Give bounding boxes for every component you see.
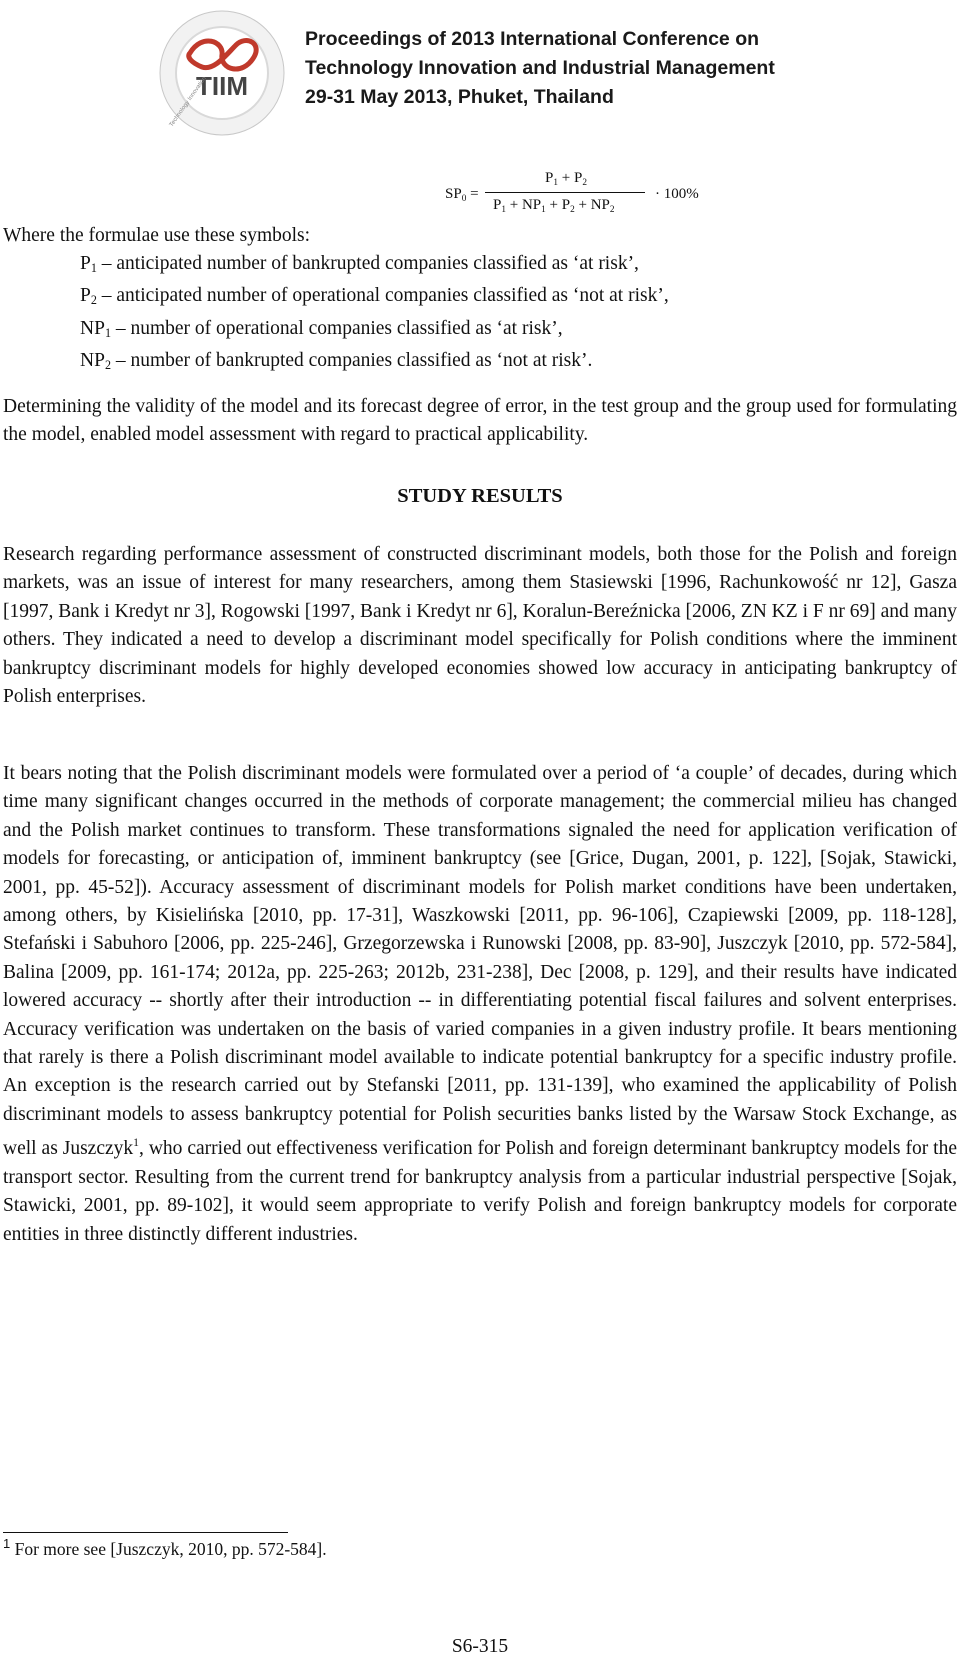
svg-text:Technology Innovation: Technology Innovation bbox=[168, 75, 208, 129]
fraction-bar bbox=[485, 192, 645, 193]
footnote-text: For more see [Juszczyk, 2010, pp. 572-584]. bbox=[10, 1539, 327, 1559]
symbol-item: $P_2$ – anticipated number of operational companies classified as ‘not at risk’, bbox=[80, 285, 669, 308]
conference-title-line-1: Proceedings of 2013 International Conference on bbox=[305, 28, 760, 50]
tiim-logo bbox=[150, 5, 295, 140]
conference-title-line-3: 29-31 May 2013, Phuket, Thailand bbox=[305, 86, 614, 108]
formula-numerator: $P_1 + P_2$ bbox=[545, 170, 587, 188]
formula-multiplier: · 100% bbox=[655, 186, 699, 202]
sp-formula bbox=[445, 168, 745, 223]
symbol-item: $NP_1$ – number of operational companies classified as ‘at risk’, bbox=[80, 317, 563, 340]
symbol-item: $NP_2$ – number of bankrupted companies classified as ‘not at risk’. bbox=[80, 350, 593, 373]
page-number: S6-315 bbox=[451, 1636, 509, 1657]
conference-title bbox=[305, 25, 775, 112]
symbols-list bbox=[80, 250, 669, 380]
noting-paragraph: It bears noting that the Polish discriminant models were formulated over a period of ‘a couple’ of decades, during which time many significant changes occurred in the methods of corporate management; the commercial milieu has changed and the Polish market continues to transform. These transformations signaled the need for application verification of models for forecasting, or anticipation of, imminent bankruptcy (see [Grice, Dugan, 2001, p. 122], [Sojak, Stawicki, 2001, pp. 45-52]). Accuracy assessment of discriminant models for Polish market conditions have been undertaken, among others, by Kisielińska [2010, pp. 17-31], Waszkowski [2011, pp. 96-106], Czapiewski [2009, pp. 118-128], Stefański i Sabuhoro [2006, pp. 225-246], Grzegorzewska i Runowski [2008, pp. 83-90], Juszczyk [2010, pp. 572-584], Balina [2009, pp. 161-174; 2012a, pp. 225-263; 2012b, 231-238], Dec [2008, p. 129], and their results have indicated lowered accuracy -- shortly after their introduction -- in differentiating potential fiscal failures and solvent enterprises. Accuracy verification was undertaken on the basis of varied companies in a given industry profile. It bears mentioning that rarely is there a Polish discriminant model available to indicate potential bankruptcy for a specific industry profile. An exception is the research carried out by Stefanski [2011, pp. 131-139], who examined the applicability of Polish discriminant models to assess bankruptcy potential for Polish securities banks listed by the Warsaw Stock Exchange, as well as Juszczyk$^1$, who carried out effectiveness verification for Polish and foreign determinant bankruptcy models for the transport sector. Resulting from the current trend for bankruptcy analysis from a particular industrial perspective [Sojak, Stawicki, 2001, pp. 89-102], it would seem appropriate to verify Polish and foreign bankruptcy models for corporate entities in three distinctly different industries. bbox=[3, 763, 957, 1245]
conference-title-line-2: Technology Innovation and Industrial Management bbox=[305, 57, 775, 79]
footnote-reference: 1 bbox=[133, 1136, 139, 1150]
symbols-intro: Where the formulae use these symbols: bbox=[3, 225, 311, 246]
symbol-item: $P_1$ – anticipated number of bankrupted companies classified as ‘at risk’, bbox=[80, 253, 639, 275]
research-paragraph: Research regarding performance assessment of constructed discriminant models, both those for the Polish and foreign markets, was an issue of interest for many researchers, among them Stasiewski [1996, Rachunkowość nr 12], Gasza [1997, Bank i Kredyt nr 3], Rogowski [1997, Bank i Kredyt nr 6], Koralun-Bereźnicka [2006, ZN KZ i F nr 69] and many others. They indicated a need to develop a discriminant model specifically for Polish conditions where the imminent bankruptcy discriminant models for highly developed economies showed low accuracy in anticipating bankruptcy of Polish enterprises. bbox=[3, 544, 957, 708]
footnote bbox=[3, 1536, 327, 1560]
formula-lhs: $SP_0$ = bbox=[445, 186, 479, 204]
validity-paragraph: Determining the validity of the model and its forecast degree of error, in the test group and the group used for formulating the model, enabled model assessment with regard to practical applicability. bbox=[3, 396, 957, 446]
footnote-mark: 1 bbox=[3, 1536, 11, 1551]
footnote-divider bbox=[3, 1532, 288, 1533]
svg-text:TIIM: TIIM bbox=[196, 71, 248, 101]
section-heading: STUDY RESULTS bbox=[397, 485, 563, 507]
formula-denominator: $P_1 + NP_1 + P_2 + NP_2$ bbox=[493, 197, 615, 215]
page-header bbox=[150, 5, 810, 145]
